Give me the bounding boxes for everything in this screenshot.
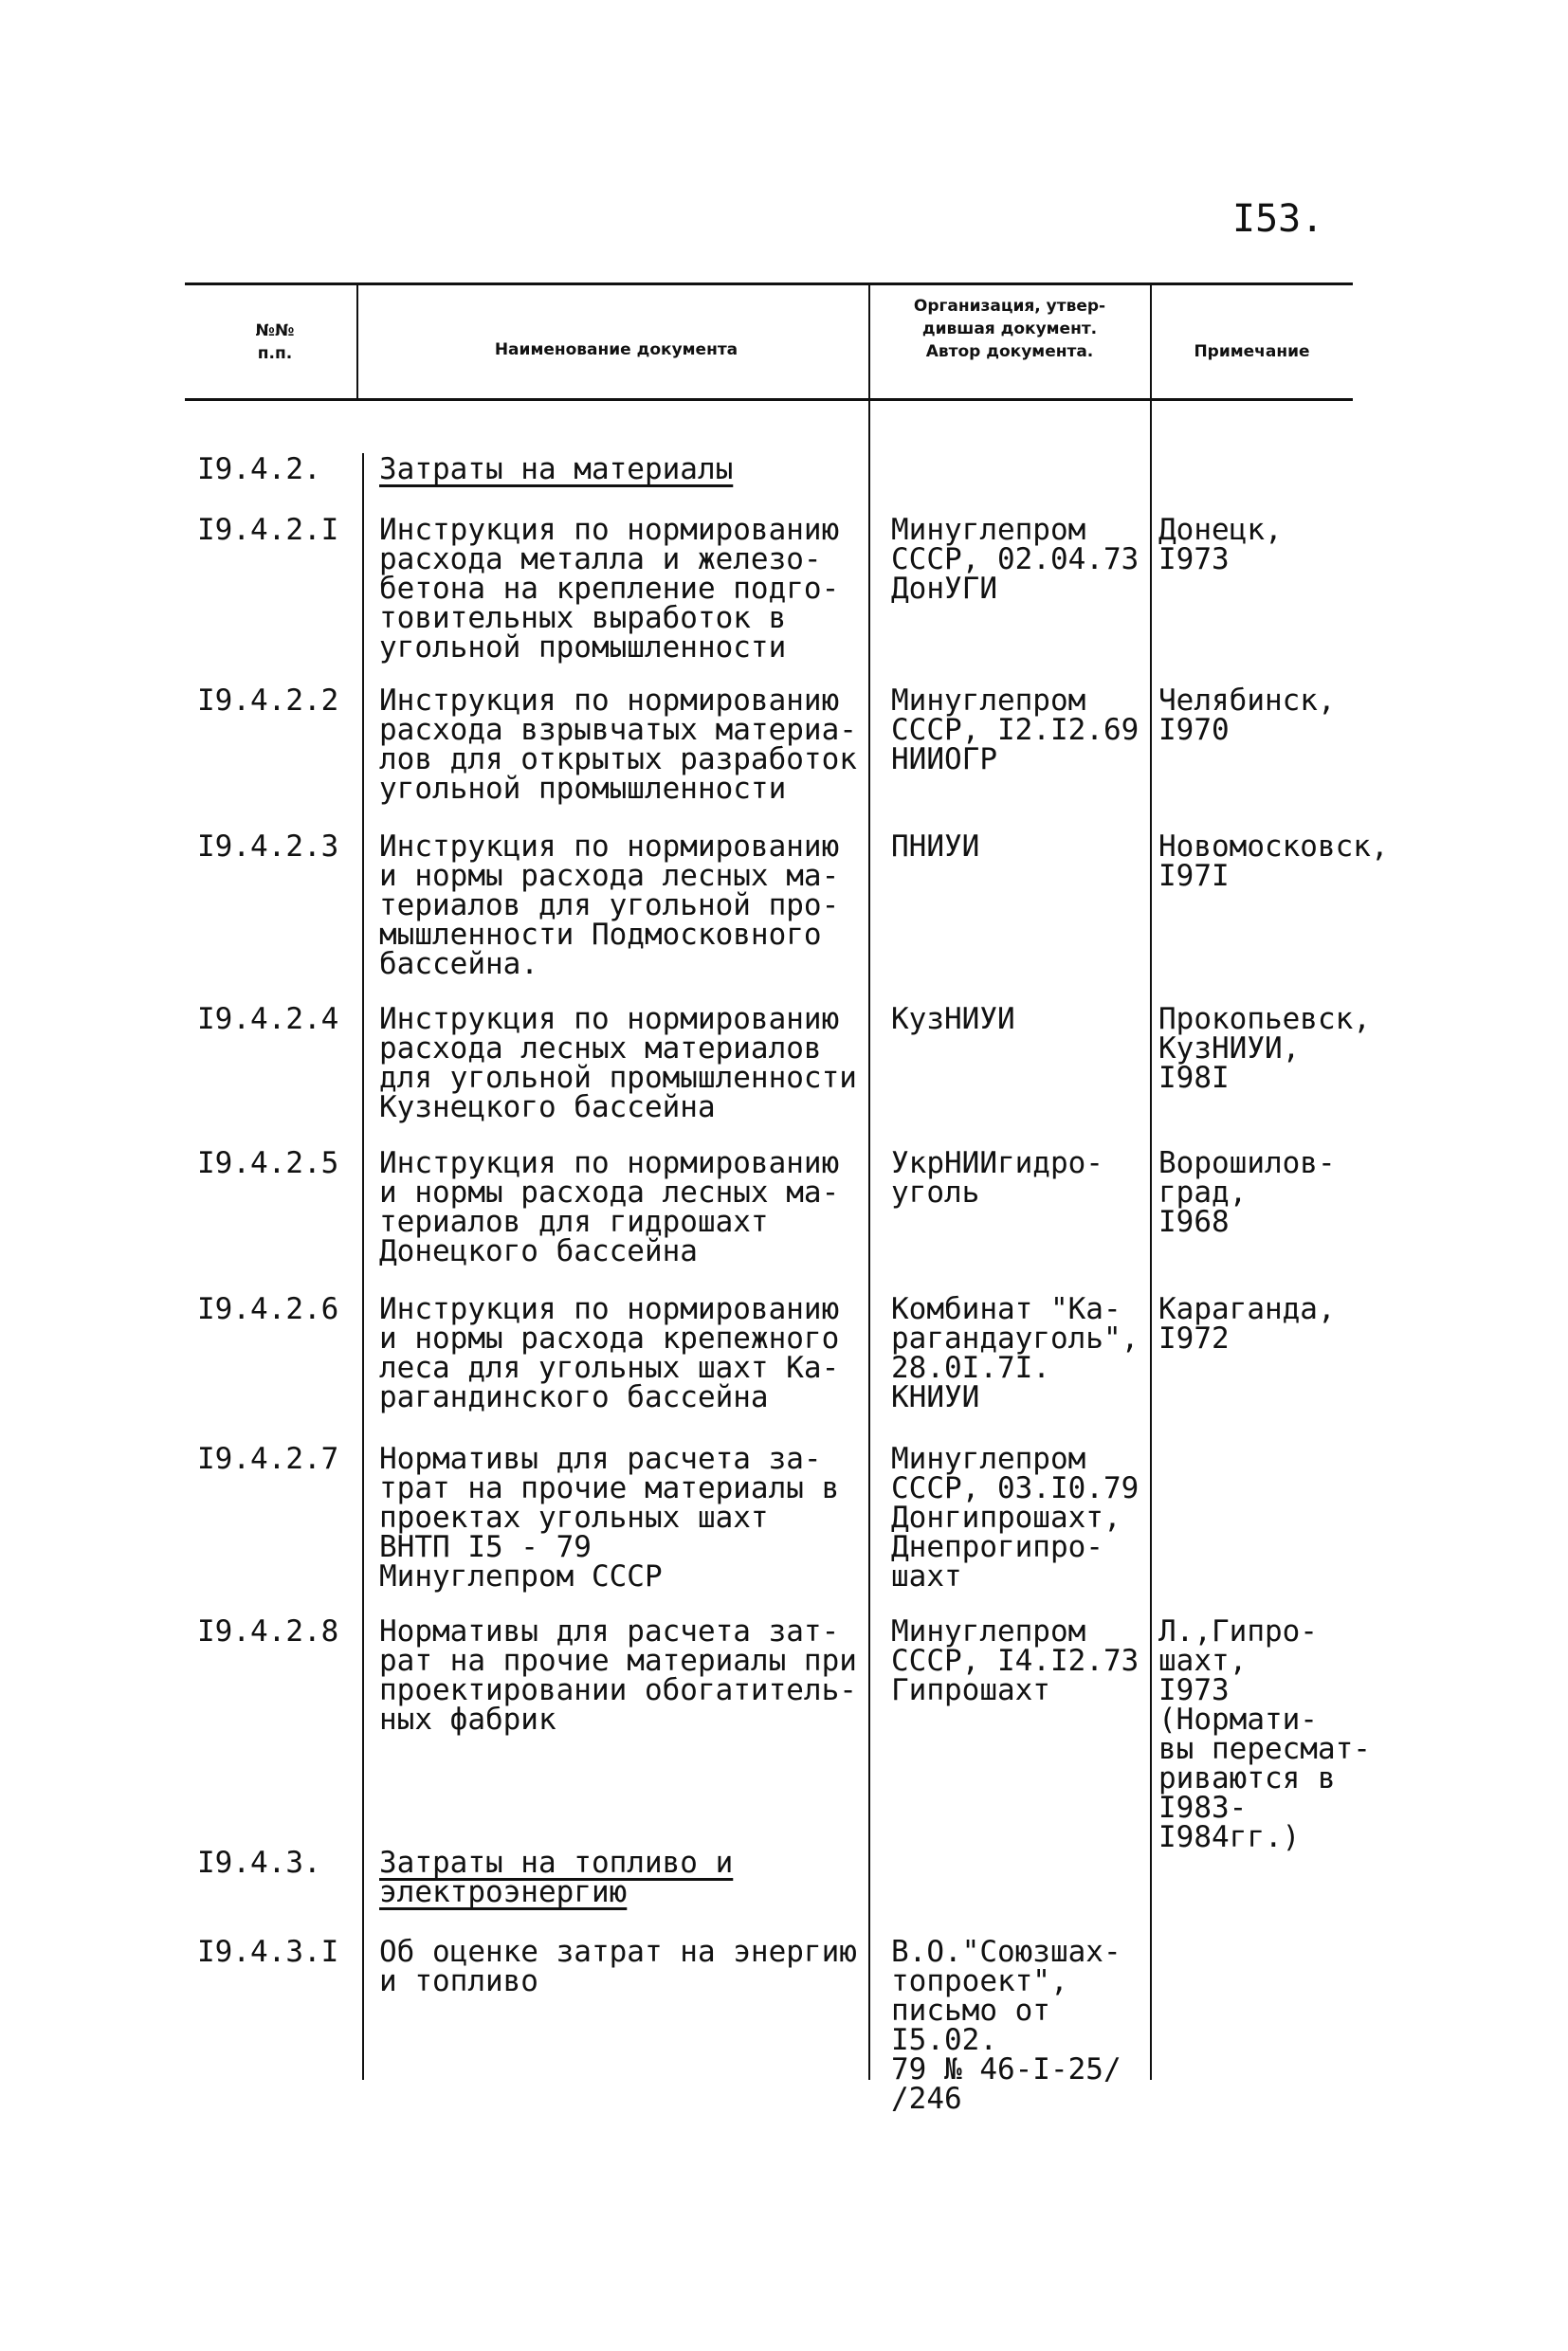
document-name: Инструкция по нормированию и нормы расхода лесных ма- териалов для гидрошахт Донецкого бассейна (379, 1146, 840, 1268)
document-name: Инструкция по нормированию расхода металла и железо- бетона на крепление подго- товительных выработок в угольной промышленности (379, 513, 840, 665)
column-divider-1 (356, 284, 358, 400)
organization: Комбинат "Ка- рагандауголь", 28.0I.7I. КНИУИ (891, 1292, 1140, 1414)
row-number: I9.4.2.8 (197, 1614, 339, 1649)
organization: УкрНИИгидро- уголь (891, 1146, 1103, 1210)
document-name: Об оценке затрат на энергию и топливо (379, 1935, 857, 1998)
column-divider-3 (1150, 284, 1152, 2080)
row-number: I9.4.2.7 (197, 1442, 339, 1476)
row-number: I9.4.3. (197, 1846, 321, 1880)
row-number: I9.4.2.2 (197, 683, 339, 718)
note: Ворошилов- град, I968 (1158, 1146, 1336, 1239)
organization: Минуглепром СССР, I2.I2.69 НИИОГР (891, 683, 1140, 776)
column-divider-2 (868, 284, 870, 2080)
note: Челябинск, I970 (1158, 683, 1336, 747)
document-name: Нормативы для расчета зат- рат на прочие материалы при проектировании обогатитель- ных фабрик (379, 1614, 857, 1737)
organization: КузНИУИ (891, 1002, 1015, 1036)
organization: В.О."Союзшах- топроект", письмо от I5.02. 79 № 46-I-25/ /246 (891, 1935, 1121, 2116)
document-name: Инструкция по нормированию и нормы расхода крепежного леса для угольных шахт Ка- рагандинского бассейна (379, 1292, 840, 1414)
row-number: I9.4.2. (197, 452, 321, 486)
note: Л.,Гипро- шахт, I973 (Нормати- вы пересмат- риваются в I983-I984гг.) (1158, 1614, 1371, 1854)
note: Прокопьевск, КузНИУИ, I98I (1158, 1002, 1371, 1095)
row-number: I9.4.2.I (197, 513, 339, 547)
organization: ПНИУИ (891, 829, 980, 864)
column-divider-1-body (362, 453, 364, 2080)
organization: Минуглепром СССР, 02.04.73 ДонУГИ (891, 513, 1140, 606)
document-name: Инструкция по нормированию расхода взрывчатых материа- лов для открытых разработок угольной промышленности (379, 683, 857, 806)
row-number: I9.4.2.6 (197, 1292, 339, 1326)
section-title: Затраты на топливо и электроэнергию (379, 1846, 734, 1909)
table-top-rule (185, 282, 1353, 285)
document-name: Инструкция по нормированию и нормы расхода лесных ма- териалов для угольной про- мышленности Подмосковного бассейна. (379, 829, 840, 981)
page-number: I53. (1232, 197, 1324, 241)
row-number: I9.4.3.I (197, 1935, 339, 1969)
header-document-name: Наименование документа (494, 340, 738, 359)
header-note: Примечание (1194, 342, 1310, 361)
section-title: Затраты на материалы (379, 452, 734, 486)
row-number: I9.4.2.3 (197, 829, 339, 864)
header-bottom-rule (185, 398, 1353, 401)
organization: Минуглепром СССР, I4.I2.73 Гипрошахт (891, 1614, 1140, 1707)
row-number: I9.4.2.5 (197, 1146, 339, 1180)
row-number: I9.4.2.4 (197, 1002, 339, 1036)
note: Новомосковск, I97I (1158, 829, 1389, 893)
header-organization: Организация, утвер- дившая документ. Автор документа. (913, 297, 1106, 361)
header-number: №№ п.п. (255, 321, 295, 363)
note: Караганда, I972 (1158, 1292, 1336, 1356)
document-name: Инструкция по нормированию расхода лесных материалов для угольной промышленности Кузнецкого бассейна (379, 1002, 857, 1124)
organization: Минуглепром СССР, 03.I0.79 Донгипрошахт, Днепрогипро- шахт (891, 1442, 1140, 1594)
document-name: Нормативы для расчета за- трат на прочие материалы в проектах угольных шахт ВНТП I5 - 79 Минуглепром СССР (379, 1442, 840, 1594)
note: Донецк, I973 (1158, 513, 1283, 576)
